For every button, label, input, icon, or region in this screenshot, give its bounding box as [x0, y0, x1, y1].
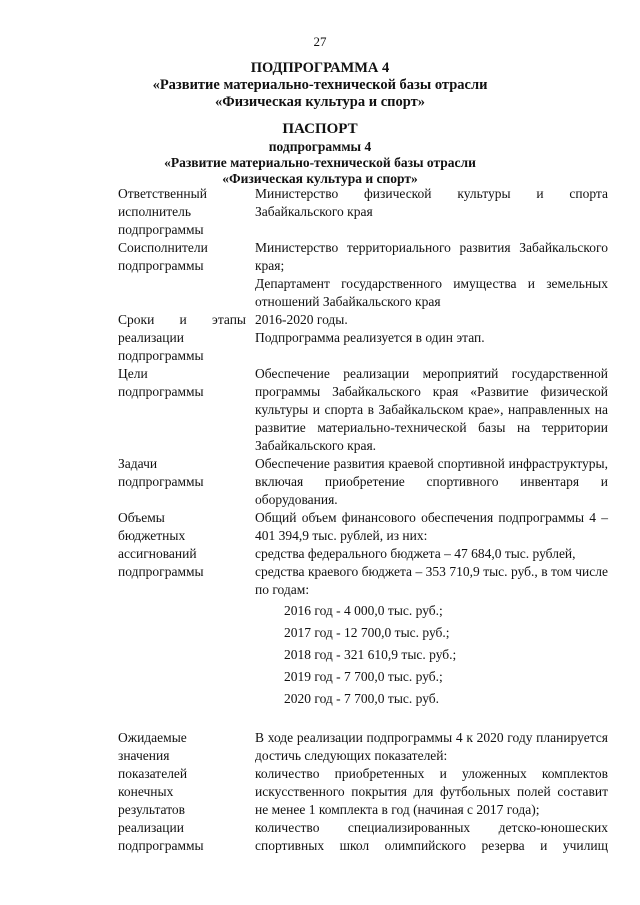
row-content: [255, 509, 608, 729]
row-content: [255, 365, 608, 455]
label-line: Соисполнители: [118, 240, 208, 255]
label-line: подпрограммы: [118, 348, 204, 363]
label-line: показателей: [118, 766, 188, 781]
row-paragraph: средства краевого бюджета – 353 710,9 тыс. руб., в том числе по годам:: [255, 564, 608, 597]
row-paragraph: средства федерального бюджета – 47 684,0 тыс. рублей,: [255, 546, 576, 561]
row-label: [118, 455, 246, 509]
label-line: подпрограммы: [118, 838, 204, 853]
subprogram-title-line: «Развитие материально-технической базы отрасли: [152, 77, 488, 93]
subprogram-title: [0, 60, 640, 111]
budget-by-year-list: [255, 600, 608, 710]
label-line: ассигнований: [118, 546, 197, 561]
passport-row-budget: [118, 509, 606, 729]
row-paragraph: Подпрограмма реализуется в один этап.: [255, 330, 485, 345]
label-line: конечных: [118, 784, 174, 799]
label-line: результатов: [118, 802, 186, 817]
label-line: реализации: [118, 330, 184, 345]
label-line: подпрограммы: [118, 474, 204, 489]
label-line: Задачи: [118, 456, 158, 471]
label-line: бюджетных: [118, 528, 186, 543]
row-paragraph: Обеспечение реализации мероприятий государственной программы Забайкальского края «Развитие физической культуры и спорта в Забайкальском крае», направленных на развитие материально-технической базы на территории Забайкальского края.: [255, 366, 608, 453]
row-label: [118, 185, 246, 239]
passport-row-tasks: [118, 455, 606, 509]
row-label: [118, 239, 246, 311]
label-line: подпрограммы: [118, 258, 204, 273]
passport-row-expected-results: [118, 729, 606, 855]
row-content: [255, 455, 608, 509]
row-label: [118, 729, 246, 855]
row-paragraph: количество приобретенных и уложенных комплектов искусственного покрытия для футбольных полей составит не менее 1 комплекта в год (начиная с 2017 года);: [255, 766, 608, 817]
passport-title: ПАСПОРТ: [282, 121, 358, 137]
row-label: [118, 365, 246, 455]
row-paragraph: 2016-2020 годы.: [255, 312, 348, 327]
row-paragraph: В ходе реализации подпрограммы 4 к 2020 году планируется достичь следующих показателей:: [255, 730, 608, 763]
row-label: [118, 509, 246, 729]
row-label: [118, 311, 246, 365]
budget-year-item: 2020 год - 7 700,0 тыс. руб.: [284, 691, 440, 706]
passport-row-coexecutors: [118, 239, 606, 311]
row-paragraph: [255, 185, 608, 221]
row-paragraph: Общий объем финансового обеспечения подпрограммы 4 – 401 394,9 тыс. рублей, из них:: [255, 510, 608, 543]
passport-subtitle-line: «Развитие материально-технической базы отрасли: [164, 155, 476, 170]
label-line: реализации: [118, 820, 184, 835]
row-paragraph: Министерство территориального развития Забайкальского края;: [255, 240, 608, 273]
budget-year-item: 2016 год - 4 000,0 тыс. руб.;: [284, 603, 443, 618]
subprogram-title-line: ПОДПРОГРАММА 4: [250, 60, 390, 76]
budget-year-item: 2017 год - 12 700,0 тыс. руб.;: [284, 625, 450, 640]
row-paragraph: Обеспечение развития краевой спортивной инфраструктуры, включая приобретение спортивного инвентаря и оборудования.: [255, 456, 608, 507]
page-number: 27: [313, 34, 327, 49]
subprogram-title-line: «Физическая культура и спорт»: [215, 94, 425, 110]
budget-year-item: 2019 год - 7 700,0 тыс. руб.;: [284, 669, 443, 684]
label-line: подпрограммы: [118, 564, 204, 579]
passport-row-goals: [118, 365, 606, 455]
row-content: [255, 239, 608, 311]
passport-table: [118, 185, 606, 855]
label-line: подпрограммы: [118, 384, 204, 399]
row-content: [255, 185, 608, 239]
label-line: подпрограммы: [118, 222, 204, 237]
label-line: значения: [118, 748, 170, 763]
label-line: исполнитель: [118, 204, 191, 219]
paragraph-text: Министерство физической культуры и спорта Забайкальского края: [255, 186, 608, 219]
label-line: Цели: [118, 366, 148, 381]
passport-row-responsible: [118, 185, 606, 239]
label-line: Сроки и этапы: [118, 312, 246, 327]
row-content: [255, 311, 608, 365]
row-content: [255, 729, 608, 855]
label-line: Ответственный: [118, 186, 207, 201]
passport-subtitle-line: «Физическая культура и спорт»: [222, 171, 418, 186]
label-line: Ожидаемые: [118, 730, 187, 745]
passport-subtitle: [0, 139, 640, 187]
passport-subtitle-line: подпрограммы 4: [268, 139, 372, 154]
passport-row-terms: [118, 311, 606, 365]
budget-year-item: 2018 год - 321 610,9 тыс. руб.;: [284, 647, 457, 662]
row-paragraph: Департамент государственного имущества и земельных отношений Забайкальского края: [255, 276, 608, 309]
row-paragraph: количество специализированных детско-юношеских спортивных школ олимпийского резерва и училищ: [255, 820, 608, 853]
label-line: Объемы: [118, 510, 165, 525]
